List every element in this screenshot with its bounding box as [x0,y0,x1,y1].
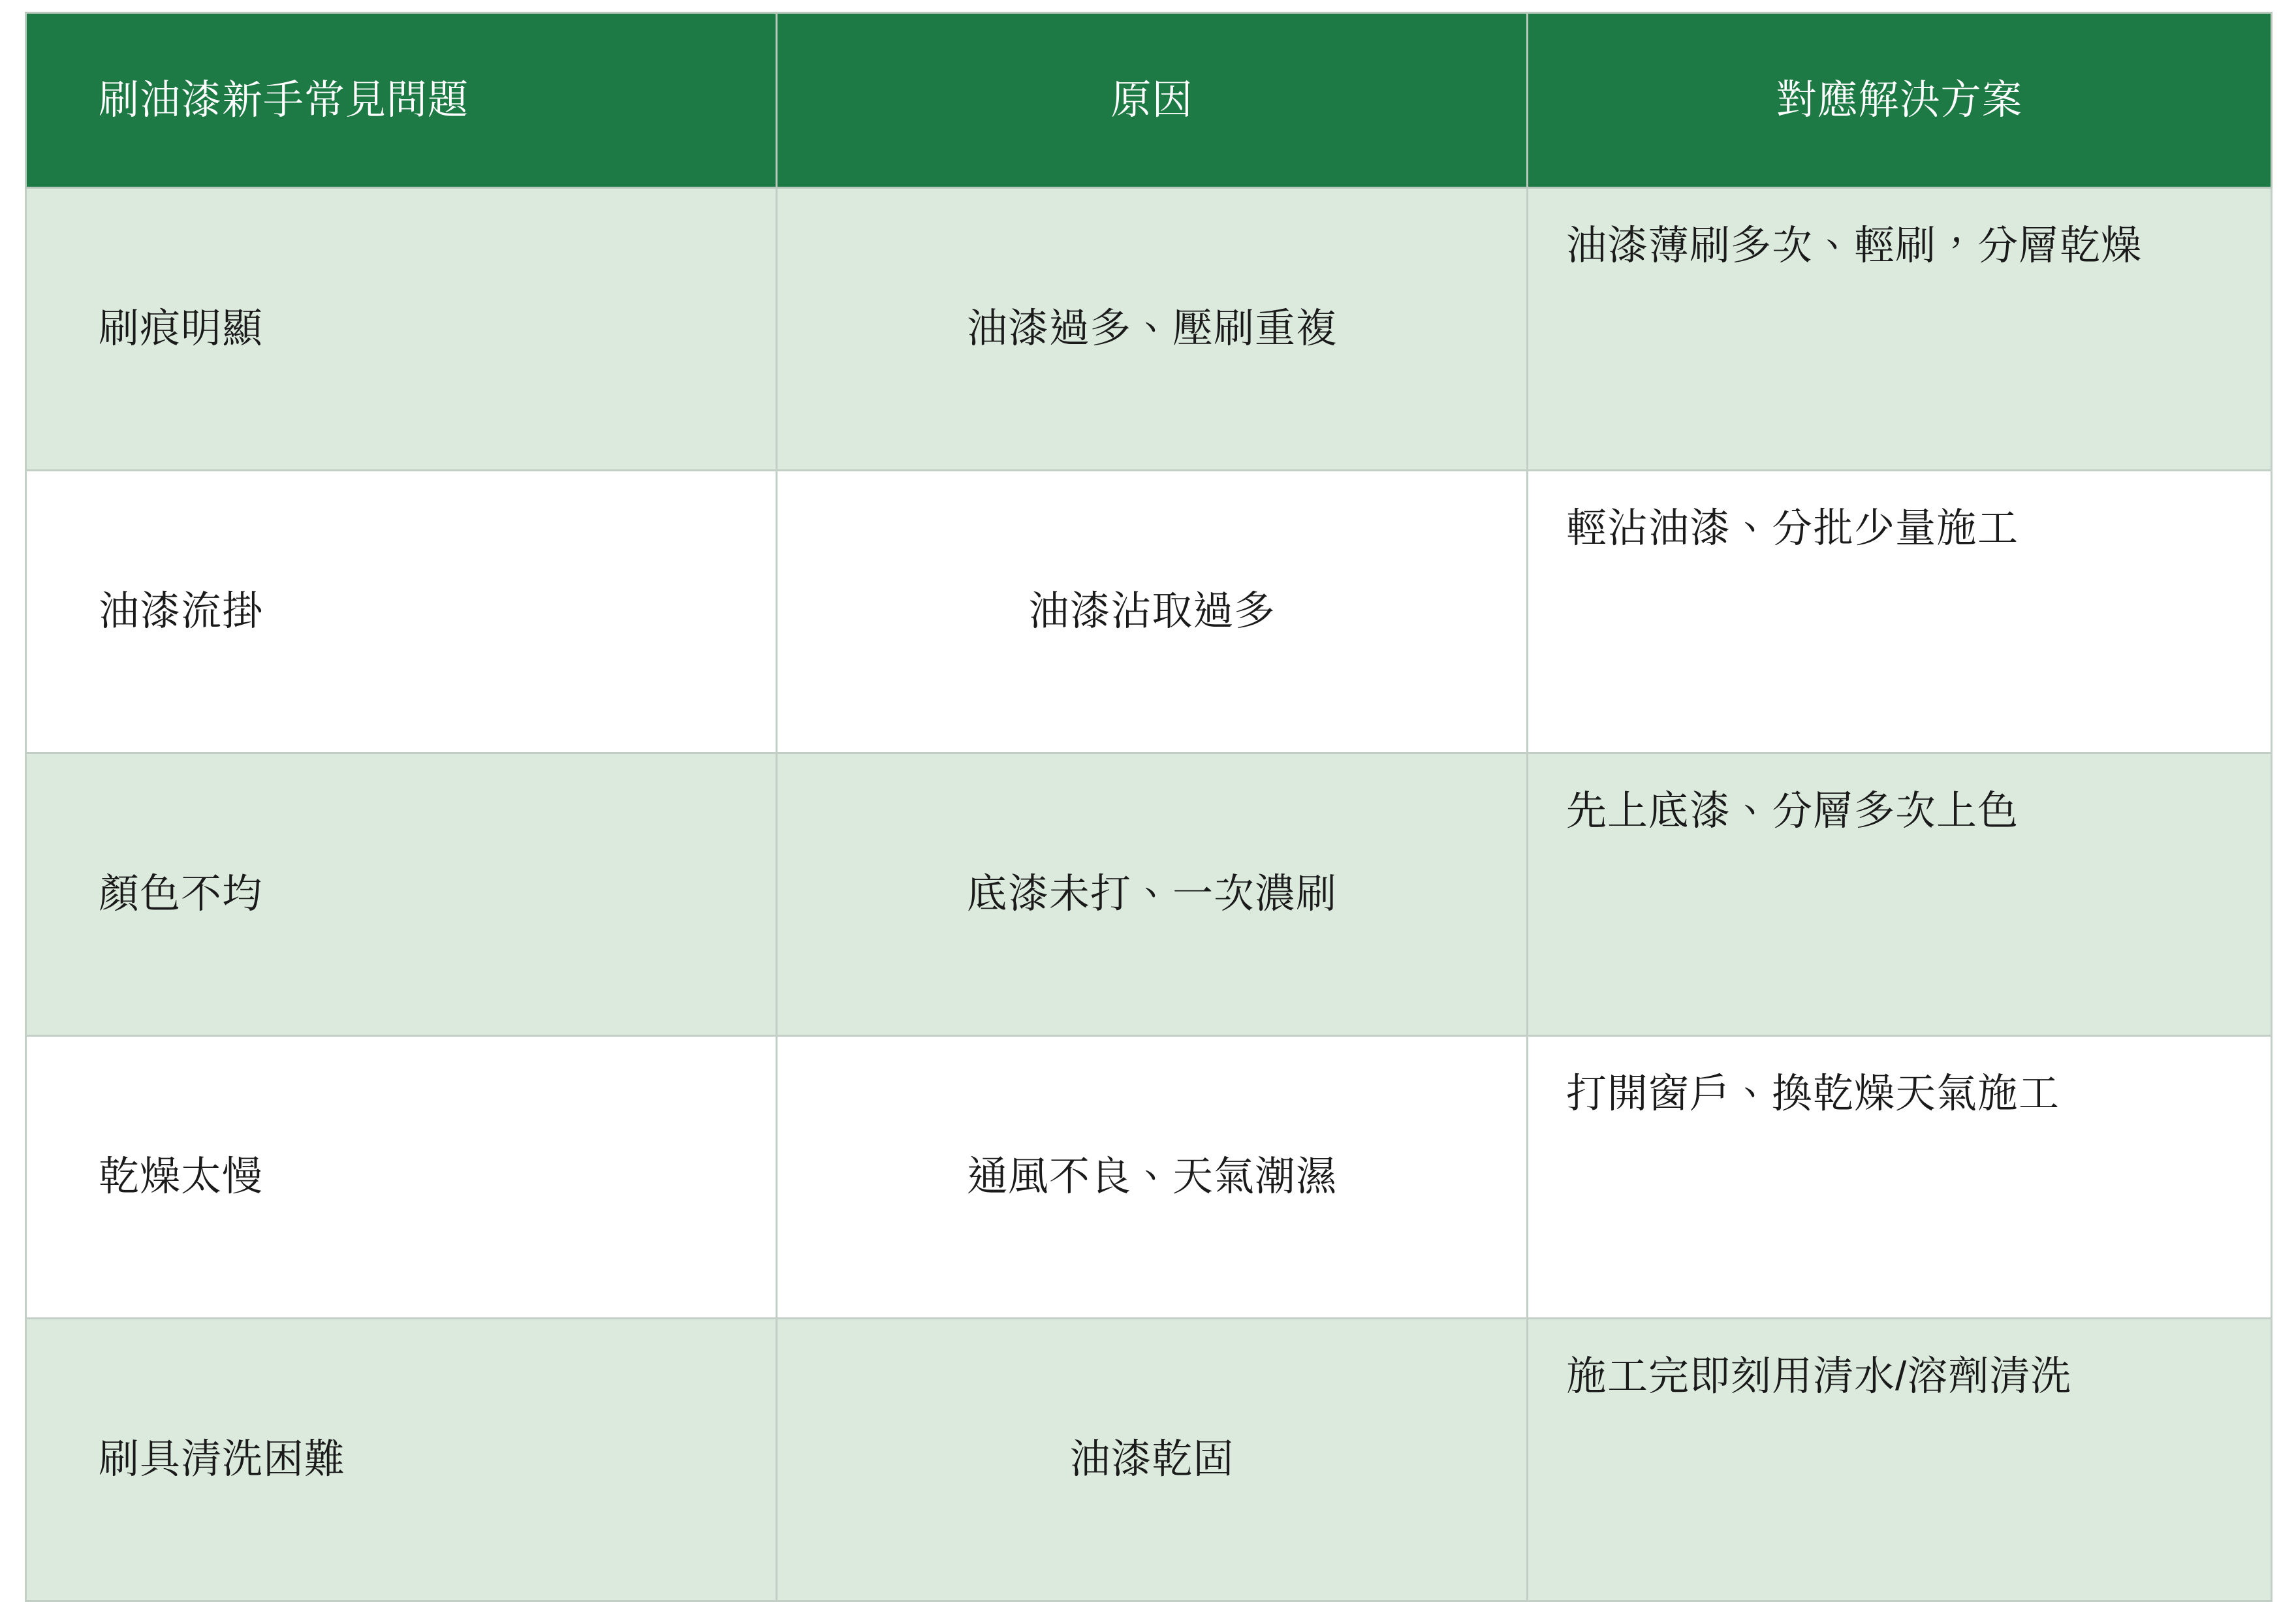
cell-problem: 油漆流掛 [26,471,777,753]
table-row [26,753,2272,1036]
cell-solution: 施工完即刻用清水/溶劑清洗 [1528,1319,2272,1601]
table-row [26,188,2272,471]
column-header-solution: 對應解決方案 [1528,13,2272,188]
cell-problem: 刷具清洗困難 [26,1319,777,1601]
cell-cause: 通風不良、天氣潮濕 [777,1036,1528,1319]
cell-problem: 乾燥太慢 [26,1036,777,1319]
cell-cause: 油漆乾固 [777,1319,1528,1601]
table-row [26,1036,2272,1319]
table-row [26,471,2272,753]
cell-problem: 顏色不均 [26,753,777,1036]
table-body [26,188,2272,1601]
cell-cause: 底漆未打、一次濃刷 [777,753,1528,1036]
cell-solution: 先上底漆、分層多次上色 [1528,753,2272,1036]
cell-solution: 輕沾油漆、分批少量施工 [1528,471,2272,753]
column-header-cause: 原因 [777,13,1528,188]
cell-cause: 油漆沾取過多 [777,471,1528,753]
cell-solution: 油漆薄刷多次、輕刷，分層乾燥 [1528,188,2272,471]
column-header-problem: 刷油漆新手常見問題 [26,13,777,188]
table-row [26,1319,2272,1601]
table-header-row [26,13,2272,188]
cell-solution: 打開窗戶、換乾燥天氣施工 [1528,1036,2272,1319]
painting-problems-table [25,12,2272,1602]
cell-problem: 刷痕明顯 [26,188,777,471]
table-header [26,13,2272,188]
cell-cause: 油漆過多、壓刷重複 [777,188,1528,471]
